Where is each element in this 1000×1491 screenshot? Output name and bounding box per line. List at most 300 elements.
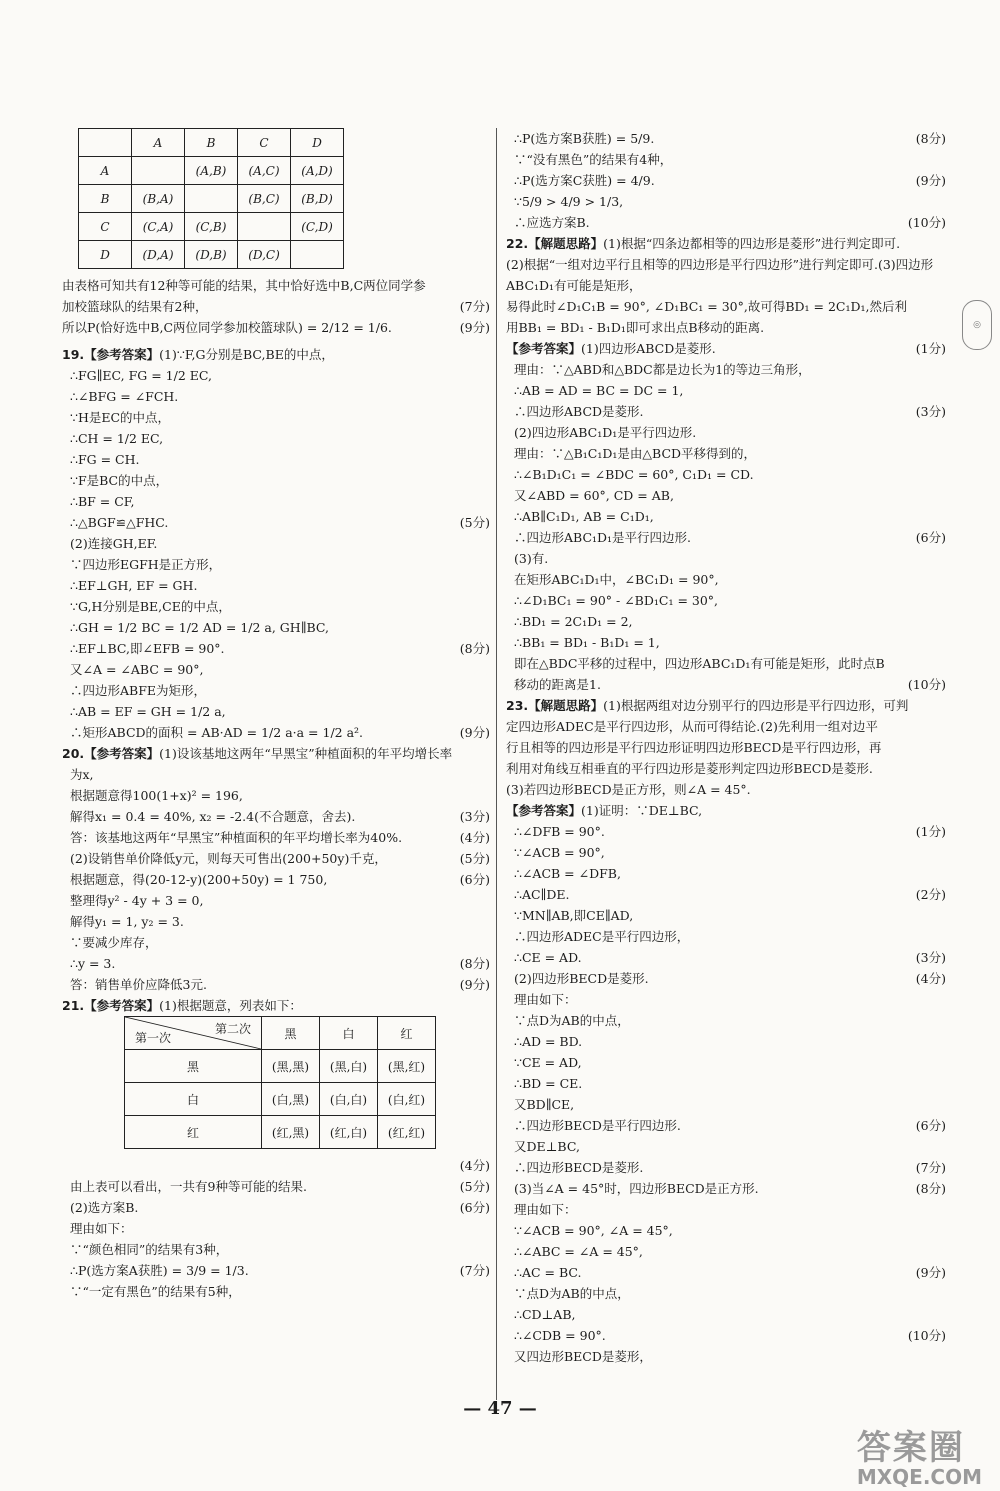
line-text: ∵H是EC的中点， — [70, 410, 171, 425]
text-line — [506, 1346, 946, 1367]
score-label: (3分) — [915, 950, 946, 965]
score-label: (9分) — [459, 320, 490, 335]
line-text: 理由如下： — [70, 1221, 133, 1236]
text-line — [62, 275, 490, 296]
text-line — [506, 380, 946, 401]
text-line — [506, 527, 946, 548]
line-text: 根据题意，得(20-12-y)(200+50y) = 1 750, — [70, 872, 328, 887]
table-cell: (A,C) — [238, 157, 291, 185]
line-text: (2)四边形ABC₁D₁是平行四边形. — [514, 425, 697, 440]
text-line — [62, 407, 490, 428]
text-line — [506, 1178, 946, 1199]
idea-text: 易得此时∠D₁C₁B = 90°, ∠D₁BC₁ = 30°,故可得BD₁ = 2C₁D₁,然后利 — [506, 299, 908, 314]
line-text: ∵四边形EGFH是正方形， — [70, 557, 222, 572]
line-text: 答：销售单价应降低3元. — [70, 977, 207, 992]
table-cell: (红,黑) — [262, 1116, 320, 1149]
score-label: (10分) — [907, 215, 946, 230]
table-cell — [291, 241, 344, 269]
table-cell: D — [79, 241, 132, 269]
table-header-cell: A — [132, 129, 185, 157]
text-line — [506, 569, 946, 590]
q20-body — [62, 764, 490, 995]
line-text: ∵要减少库存， — [70, 935, 158, 950]
page-number: — 47 — — [463, 1398, 537, 1419]
line-text: 理由如下： — [514, 992, 577, 1007]
q22-body — [506, 359, 946, 695]
q19-number: 19. — [62, 347, 85, 362]
text-line — [506, 1052, 946, 1073]
table-header-row — [79, 129, 344, 157]
idea-line — [506, 779, 946, 800]
left-column — [62, 128, 490, 1302]
text-line — [506, 926, 946, 947]
text-line — [62, 701, 490, 722]
score-label: (6分) — [459, 1200, 490, 1215]
text-line — [62, 554, 490, 575]
table-row — [79, 185, 344, 213]
text-line — [506, 443, 946, 464]
table-row — [125, 1083, 436, 1116]
text-line — [62, 617, 490, 638]
q21-answer-label: 【参考答案】 — [84, 998, 160, 1013]
table-cell — [185, 185, 238, 213]
line-text: ∴矩形ABCD的面积 = AB·AD = 1/2 a·a = 1/2 a². — [70, 725, 364, 740]
line-text: 由表格可知共有12种等可能的结果，其中恰好选中B,C两位同学参 — [62, 278, 426, 293]
line-text: ∴BD₁ = 2C₁D₁ = 2, — [514, 614, 633, 629]
line-text: ∵∠ACB = 90°, — [514, 845, 605, 860]
line-text: (2)选方案B. — [70, 1200, 139, 1215]
text-line — [62, 848, 490, 869]
score-label: (5分) — [459, 851, 490, 866]
text-line — [506, 632, 946, 653]
text-line — [62, 575, 490, 596]
q23-answer-header — [506, 800, 946, 821]
line-text: 解得x₁ = 0.4 = 40%, x₂ = -2.4(不合题意，舍去). — [70, 809, 356, 824]
q19-header — [62, 344, 490, 365]
text-line — [62, 953, 490, 974]
text-line — [62, 722, 490, 743]
text-line — [62, 296, 490, 317]
line-text: ∴CH = 1/2 EC, — [70, 431, 164, 446]
line-text: ∴∠D₁BC₁ = 90° - ∠BD₁C₁ = 30°, — [514, 593, 719, 608]
q23-header — [506, 695, 946, 716]
score-label: (6分) — [915, 530, 946, 545]
text-line — [62, 1260, 490, 1281]
text-line — [62, 1239, 490, 1260]
line-text: ∴BD = CE. — [514, 1076, 583, 1091]
score-label: (6分) — [915, 1118, 946, 1133]
line-text: ∴FG = CH. — [70, 452, 140, 467]
line-text: ∴EF⊥GH, EF = GH. — [70, 578, 198, 593]
table-cell: (B,C) — [238, 185, 291, 213]
line-text: ∴∠ACB = ∠DFB, — [514, 866, 621, 881]
corner-first-draw: 第一次 — [135, 1031, 172, 1045]
line-text: ∴P(选方案B获胜) = 5/9. — [514, 131, 655, 146]
line-text: (3)当∠A = 45°时，四边形BECD是正方形. — [514, 1181, 759, 1196]
q23-body — [506, 821, 946, 1367]
line-text: 又DE⊥BC, — [514, 1139, 580, 1154]
text-line — [62, 449, 490, 470]
q19-first-line: (1)∵F,G分别是BC,BE的中点， — [159, 347, 334, 362]
line-text: 所以P(恰好选中B,C两位同学参加校篮球队) = 2/12 = 1/6. — [62, 320, 392, 335]
line-text: 又BD∥CE, — [514, 1097, 575, 1112]
table-cell: (A,D) — [291, 157, 344, 185]
text-line — [62, 317, 490, 338]
line-text: ∵F是BC的中点， — [70, 473, 169, 488]
q20-first-line: (1)设该基地这两年“早黑宝”种植面积的年平均增长率 — [159, 746, 453, 761]
line-text: 根据题意得100(1+x)² = 196, — [70, 788, 243, 803]
side-stamp: ◎ — [962, 300, 992, 350]
text-line — [506, 464, 946, 485]
table-cell: 白 — [125, 1083, 262, 1116]
q22-first-score: (1分) — [915, 341, 946, 356]
text-line — [62, 932, 490, 953]
watermark-url: MXQE.COM — [856, 1465, 982, 1489]
score-label: (9分) — [915, 173, 946, 188]
table-row — [79, 241, 344, 269]
line-text: ∵G,H分别是BE,CE的中点， — [70, 599, 231, 614]
q23-idea-label: 【解题思路】 — [528, 698, 604, 713]
table-row — [125, 1050, 436, 1083]
text-line — [62, 659, 490, 680]
line-text: ∴∠BFG = ∠FCH. — [70, 389, 179, 404]
text-line — [506, 1325, 946, 1346]
table-header-cell: B — [185, 129, 238, 157]
table-row — [79, 157, 344, 185]
score-label: (7分) — [459, 1263, 490, 1278]
idea-line — [506, 254, 946, 296]
text-line — [62, 428, 490, 449]
line-text: ∴GH = 1/2 BC = 1/2 AD = 1/2 a, GH∥BC, — [70, 620, 329, 635]
line-text: ∴四边形ABFE为矩形， — [70, 683, 207, 698]
text-line — [62, 785, 490, 806]
line-text: 又∠A = ∠ABC = 90°, — [70, 662, 204, 677]
text-line — [62, 533, 490, 554]
text-line — [506, 1094, 946, 1115]
table-cell: A — [79, 157, 132, 185]
line-text: 理由：∵△ABD和△BDC都是边长为1的等边三角形， — [514, 362, 811, 377]
score-label: (4分) — [459, 1158, 490, 1173]
table-color-outcomes — [124, 1016, 436, 1149]
table-header-cell: C — [238, 129, 291, 157]
score-label: (9分) — [459, 977, 490, 992]
q23-idea-line-0: (1)根据两组对边分别平行的四边形是平行四边形，可判 — [603, 698, 909, 713]
table-cell: (红,红) — [378, 1116, 436, 1149]
text-line — [506, 422, 946, 443]
idea-line — [506, 758, 946, 779]
text-line — [62, 386, 490, 407]
text-line — [506, 212, 946, 233]
text-line — [62, 1155, 490, 1176]
line-text: ∵∠ACB = 90°, ∠A = 45°, — [514, 1223, 673, 1238]
table-cell — [132, 157, 185, 185]
score-label: (5分) — [459, 515, 490, 530]
table-cell: (红,白) — [320, 1116, 378, 1149]
text-line — [506, 548, 946, 569]
q21-intro: (1)根据题意，列表如下： — [159, 998, 302, 1013]
line-text: ∴∠CDB = 90°. — [514, 1328, 606, 1343]
text-line — [506, 1199, 946, 1220]
table-cell: (黑,黑) — [262, 1050, 320, 1083]
line-text: 由上表可以看出，一共有9种等可能的结果. — [70, 1179, 307, 1194]
text-line — [506, 674, 946, 695]
line-text: (2)四边形BECD是菱形. — [514, 971, 649, 986]
table-row — [79, 213, 344, 241]
table-cell: (B,D) — [291, 185, 344, 213]
line-text: (2)设销售单价降低y元，则每天可售出(200+50y)千克， — [70, 851, 387, 866]
line-text: 加校篮球队的结果有2种， — [62, 299, 208, 314]
text-line — [506, 1073, 946, 1094]
text-line — [62, 827, 490, 848]
table-cell: (C,D) — [291, 213, 344, 241]
q22-answer-label: 【参考答案】 — [506, 341, 582, 356]
q20-number: 20. — [62, 746, 85, 761]
line-text: ∴P(选方案A获胜) = 3/9 = 1/3. — [70, 1263, 249, 1278]
q22-answer-header — [506, 338, 946, 359]
text-line — [506, 1262, 946, 1283]
score-label: (7分) — [459, 299, 490, 314]
table-cell: B — [79, 185, 132, 213]
q22-first-line: (1)四边形ABCD是菱形. — [581, 341, 716, 356]
table-cell: (白,黑) — [262, 1083, 320, 1116]
table-pair-selection — [78, 128, 344, 269]
text-line — [506, 1220, 946, 1241]
line-text: ∴∠ABC = ∠A = 45°, — [514, 1244, 643, 1259]
q19-answer-label: 【参考答案】 — [84, 347, 160, 362]
text-line — [506, 968, 946, 989]
text-line — [62, 365, 490, 386]
q18-conclusion — [62, 275, 490, 338]
line-text: ∴四边形ABCD是菱形. — [514, 404, 644, 419]
line-text: ∴AC∥DE. — [514, 887, 570, 902]
q22-header — [506, 233, 946, 254]
q21-continued — [506, 128, 946, 233]
line-text: ∵5/9 > 4/9 > 1/3, — [514, 194, 624, 209]
line-text: ∵点D为AB的中点， — [514, 1286, 630, 1301]
line-text: ∴P(选方案C获胜) = 4/9. — [514, 173, 655, 188]
text-line — [506, 1031, 946, 1052]
text-line — [506, 842, 946, 863]
table-cell: (D,C) — [238, 241, 291, 269]
score-label: (8分) — [459, 641, 490, 656]
score-label: (4分) — [915, 971, 946, 986]
text-line — [506, 821, 946, 842]
text-line — [62, 1218, 490, 1239]
line-text: ∴△BGF≌△FHC. — [70, 515, 169, 530]
text-line — [506, 128, 946, 149]
text-line — [506, 1283, 946, 1304]
line-text: ∵“一定有黑色”的结果有5种， — [70, 1284, 241, 1299]
line-text: ∴四边形BECD是平行四边形. — [514, 1118, 681, 1133]
column-divider — [496, 128, 497, 1400]
text-line — [62, 638, 490, 659]
q19-body — [62, 365, 490, 743]
text-line — [62, 470, 490, 491]
text-line — [506, 1115, 946, 1136]
score-label: (4分) — [459, 830, 490, 845]
q21-number: 21. — [62, 998, 85, 1013]
table-header-cell: 黑 — [262, 1017, 320, 1050]
table-row — [125, 1116, 436, 1149]
text-line — [506, 149, 946, 170]
line-text: ∵“颜色相同”的结果有3种， — [70, 1242, 229, 1257]
score-label: (8分) — [915, 131, 946, 146]
score-label: (3分) — [915, 404, 946, 419]
text-line — [506, 611, 946, 632]
text-line — [506, 401, 946, 422]
line-text: 又∠ABD = 60°, CD = AB, — [514, 488, 674, 503]
table-cell: (黑,红) — [378, 1050, 436, 1083]
score-label: (2分) — [915, 887, 946, 902]
text-line — [506, 1010, 946, 1031]
line-text: 整理得y² - 4y + 3 = 0, — [70, 893, 204, 908]
right-column — [506, 128, 946, 1367]
table-header-cell — [79, 129, 132, 157]
line-text: ∴y = 3. — [70, 956, 116, 971]
table-header-cell: 红 — [378, 1017, 436, 1050]
text-line — [506, 884, 946, 905]
line-text: (2)连接GH,EF. — [70, 536, 158, 551]
q23-first-line: (1)证明：∵DE⊥BC, — [581, 803, 703, 818]
line-text: ∴应选方案B. — [514, 215, 590, 230]
text-line — [506, 905, 946, 926]
line-text: ∴EF⊥BC,即∠EFB = 90°. — [70, 641, 225, 656]
line-text: ∴BF = CF, — [70, 494, 135, 509]
text-line — [62, 491, 490, 512]
text-line — [506, 653, 946, 674]
q23-idea — [506, 716, 946, 800]
table-cell: 黑 — [125, 1050, 262, 1083]
line-text: ∴CD⊥AB, — [514, 1307, 576, 1322]
text-line — [62, 911, 490, 932]
q22-idea-line-0: (1)根据“四条边都相等的四边形是菱形”进行判定即可. — [603, 236, 901, 251]
text-line — [506, 989, 946, 1010]
score-label: (10分) — [907, 677, 946, 692]
line-text: 在矩形ABC₁D₁中，∠BC₁D₁ = 90°, — [514, 572, 719, 587]
line-text: 解得y₁ = 1, y₂ = 3. — [70, 914, 184, 929]
table-header-cell: 白 — [320, 1017, 378, 1050]
q20-answer-label: 【参考答案】 — [84, 746, 160, 761]
idea-line — [506, 317, 946, 338]
line-text: ∴AD = BD. — [514, 1034, 583, 1049]
text-line — [62, 764, 490, 785]
text-line — [506, 947, 946, 968]
text-line — [62, 1176, 490, 1197]
q20-header — [62, 743, 490, 764]
idea-line — [506, 737, 946, 758]
idea-text: (3)若四边形BECD是正方形，则∠A = 45°. — [506, 782, 751, 797]
score-label: (8分) — [459, 956, 490, 971]
text-line — [506, 170, 946, 191]
text-line — [62, 680, 490, 701]
line-text: ∴四边形ADEC是平行四边形， — [514, 929, 690, 944]
watermark-title: 答案圈 — [856, 1428, 965, 1468]
line-text: ∴FG∥EC, FG = 1/2 EC, — [70, 368, 212, 383]
idea-text: 利用对角线互相垂直的平行四边形是菱形判定四边形BECD是菱形. — [506, 761, 873, 776]
line-text: ∴∠DFB = 90°. — [514, 824, 605, 839]
score-label: (7分) — [915, 1160, 946, 1175]
line-text: ∵CE = AD, — [514, 1055, 582, 1070]
line-text: ∴∠B₁D₁C₁ = ∠BDC = 60°, C₁D₁ = CD. — [514, 467, 754, 482]
line-text: ∴CE = AD. — [514, 950, 582, 965]
line-text: ∴AB = EF = GH = 1/2 a, — [70, 704, 226, 719]
line-text: ∴AC = BC. — [514, 1265, 582, 1280]
table-cell: (白,红) — [378, 1083, 436, 1116]
idea-text: 用BB₁ = BD₁ - B₁D₁即可求出点B移动的距离. — [506, 320, 765, 335]
line-text: 移动的距离是1. — [514, 677, 601, 692]
text-line — [62, 890, 490, 911]
text-line — [506, 1136, 946, 1157]
score-label: (10分) — [907, 1328, 946, 1343]
line-text: 理由如下： — [514, 1202, 577, 1217]
table-cell — [238, 213, 291, 241]
table-cell: (D,A) — [132, 241, 185, 269]
line-text: 即在△BDC平移的过程中，四边形ABC₁D₁有可能是矩形，此时点B — [514, 656, 885, 671]
score-label: (8分) — [915, 1181, 946, 1196]
text-line — [62, 974, 490, 995]
line-text: ∵MN∥AB,即CE∥AD, — [514, 908, 634, 923]
line-text: ∴四边形ABC₁D₁是平行四边形. — [514, 530, 692, 545]
idea-text: 定四边形ADEC是平行四边形，从而可得结论.(2)先利用一组对边平 — [506, 719, 878, 734]
score-label: (9分) — [459, 725, 490, 740]
q22-idea — [506, 254, 946, 338]
table-cell: 红 — [125, 1116, 262, 1149]
text-line — [506, 1157, 946, 1178]
text-line — [62, 869, 490, 890]
watermark-logo — [857, 1420, 982, 1489]
text-line — [506, 1241, 946, 1262]
line-text: 答：该基地这两年“早黑宝”种植面积的年平均增长率为40%. — [70, 830, 403, 845]
line-text: ∵点D为AB的中点， — [514, 1013, 630, 1028]
table-cell: (C,B) — [185, 213, 238, 241]
table-cell: (A,B) — [185, 157, 238, 185]
line-text: 又四边形BECD是菱形， — [514, 1349, 652, 1364]
q23-answer-label: 【参考答案】 — [506, 803, 582, 818]
q23-number: 23. — [506, 698, 529, 713]
score-label: (1分) — [915, 824, 946, 839]
text-line — [62, 1197, 490, 1218]
idea-text: 行且相等的四边形是平行四边形证明四边形BECD是平行四边形，再 — [506, 740, 882, 755]
table-header-cell: D — [291, 129, 344, 157]
table-cell: (白,白) — [320, 1083, 378, 1116]
line-text: ∵“没有黑色”的结果有4种， — [514, 152, 673, 167]
score-label: (9分) — [915, 1265, 946, 1280]
line-text: ∴BB₁ = BD₁ - B₁D₁ = 1, — [514, 635, 660, 650]
idea-line — [506, 296, 946, 317]
text-line — [506, 191, 946, 212]
text-line — [506, 863, 946, 884]
table-corner-cell — [125, 1017, 262, 1050]
idea-line — [506, 716, 946, 737]
text-line — [506, 1304, 946, 1325]
text-line — [62, 1281, 490, 1302]
idea-text: (2)根据“一组对边平行且相等的四边形是平行四边形”进行判定即可.(3)四边形ABC₁D₁有可能是矩形， — [506, 257, 934, 293]
text-line — [506, 590, 946, 611]
line-text: ∴四边形BECD是菱形. — [514, 1160, 644, 1175]
text-line — [62, 596, 490, 617]
text-line — [506, 485, 946, 506]
line-text: ∴AB∥C₁D₁, AB = C₁D₁, — [514, 509, 654, 524]
table-cell: (D,B) — [185, 241, 238, 269]
table-cell: (C,A) — [132, 213, 185, 241]
q22-idea-label: 【解题思路】 — [528, 236, 604, 251]
line-text: 理由：∵△B₁C₁D₁是由△BCD平移得到的， — [514, 446, 757, 461]
text-line — [506, 506, 946, 527]
table-cell: (黑,白) — [320, 1050, 378, 1083]
line-text: ∴AB = AD = BC = DC = 1, — [514, 383, 684, 398]
line-text: 为x, — [70, 767, 94, 782]
q22-number: 22. — [506, 236, 529, 251]
